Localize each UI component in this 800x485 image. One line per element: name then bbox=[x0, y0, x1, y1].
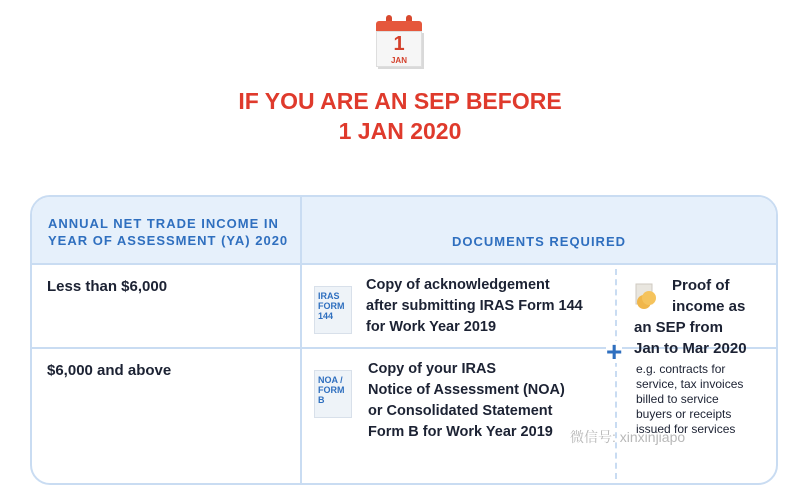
dashed-divider bbox=[615, 269, 617, 479]
proof-line: income as bbox=[672, 298, 746, 315]
badge-line: B bbox=[318, 395, 325, 405]
badge-line: FORM bbox=[318, 385, 345, 395]
page-title bbox=[0, 86, 800, 146]
doc-noa bbox=[368, 359, 565, 443]
proof-line: an SEP from bbox=[634, 319, 723, 336]
proof-line: Jan to Mar 2020 bbox=[634, 340, 747, 357]
iras-form-144-icon bbox=[318, 291, 345, 321]
badge-line: FORM bbox=[318, 301, 345, 311]
column-divider bbox=[300, 197, 302, 483]
title-line-1: IF YOU ARE AN SEP BEFORE bbox=[238, 88, 562, 114]
badge-line: IRAS bbox=[318, 291, 340, 301]
row-label-6000-and-above: $6,000 and above bbox=[47, 362, 172, 379]
income-header-line-1: ANNUAL NET TRADE INCOME IN bbox=[48, 216, 279, 231]
income-header-line-2: YEAR OF ASSESSMENT (YA) 2020 bbox=[48, 233, 289, 248]
proof-examples bbox=[636, 362, 743, 437]
calendar-month: JAN bbox=[390, 56, 407, 65]
doc-line: Copy of your IRAS bbox=[368, 361, 497, 377]
note-line: e.g. contracts for bbox=[636, 362, 726, 376]
title-line-2: 1 JAN 2020 bbox=[338, 118, 462, 144]
doc-line: for Work Year 2019 bbox=[366, 319, 497, 335]
plus-icon: + bbox=[606, 336, 623, 367]
doc-line: or Consolidated Statement bbox=[368, 403, 553, 419]
row-label-less-than-6000: Less than $6,000 bbox=[47, 278, 168, 295]
documents-column-header: DOCUMENTS REQUIRED bbox=[452, 234, 627, 249]
note-line: buyers or receipts bbox=[636, 407, 732, 421]
badge-line: 144 bbox=[318, 311, 334, 321]
doc-line: Form B for Work Year 2019 bbox=[368, 424, 553, 440]
calendar-icon bbox=[374, 15, 424, 67]
calendar-day: 1 bbox=[393, 33, 405, 55]
badge-line: NOA / bbox=[318, 375, 343, 385]
income-column-header bbox=[48, 215, 288, 249]
doc-line: Copy of acknowledgement bbox=[366, 277, 550, 293]
doc-line: Notice of Assessment (NOA) bbox=[368, 382, 565, 398]
doc-form-144 bbox=[366, 275, 583, 338]
proof-of-income bbox=[634, 275, 747, 359]
header-divider bbox=[32, 263, 776, 265]
doc-line: after submitting IRAS Form 144 bbox=[366, 298, 583, 314]
noa-form-b-icon bbox=[318, 375, 345, 405]
proof-line: Proof of bbox=[672, 277, 730, 294]
watermark: 微信号: xinxinjiapo bbox=[570, 429, 686, 445]
note-line: service, tax invoices bbox=[636, 377, 744, 391]
note-line: billed to service bbox=[636, 392, 719, 406]
note-line: issued for services bbox=[636, 422, 736, 436]
